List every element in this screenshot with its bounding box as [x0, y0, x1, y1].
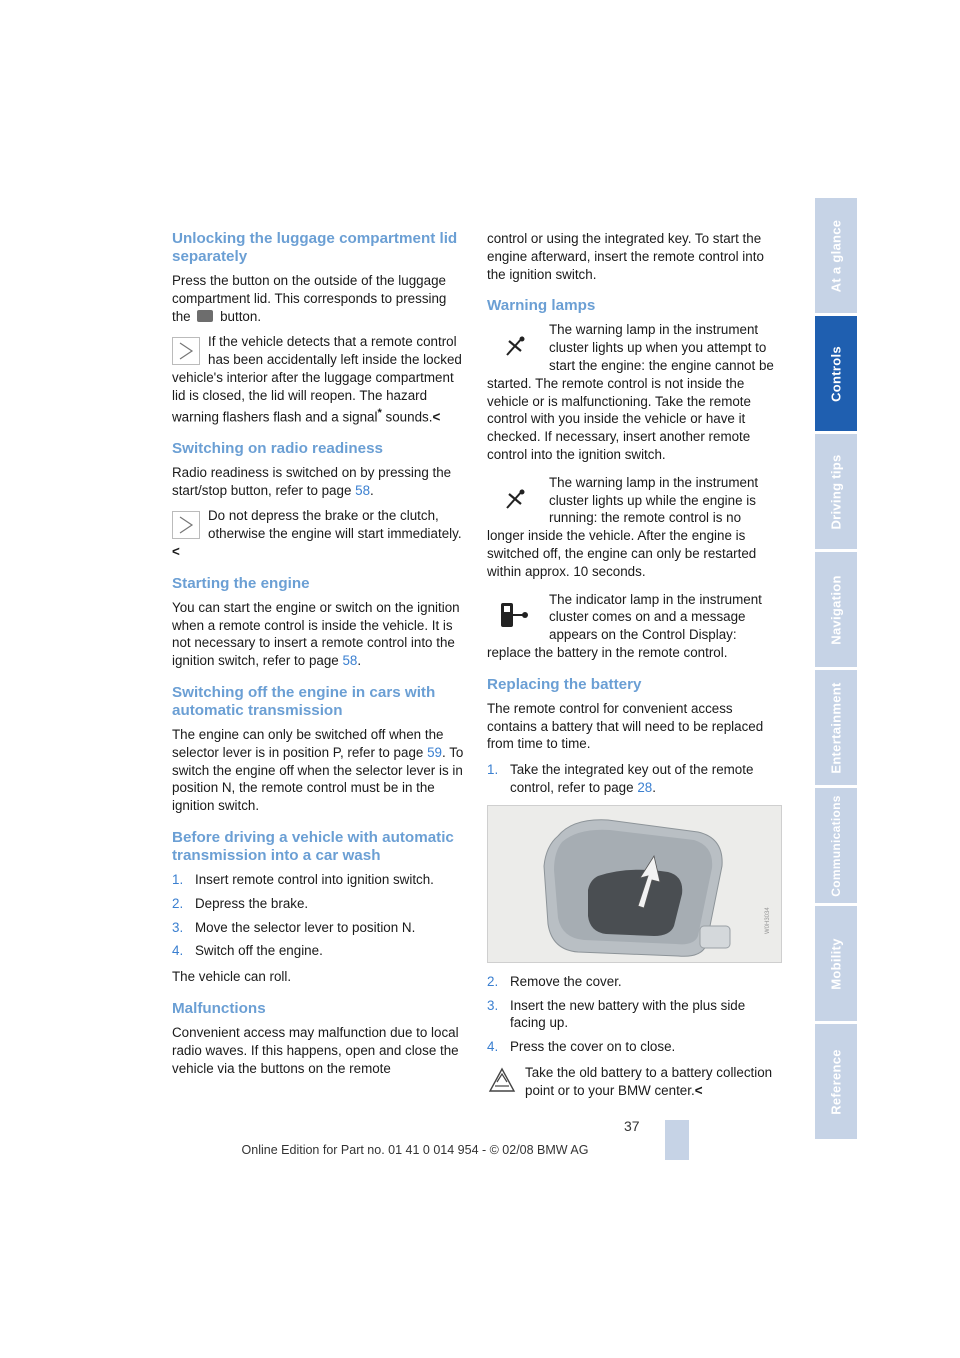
paragraph: The engine can only be switched off when the selector lever is in position P, refer to page 59. To switch the engine off when the selector lever is in position N, the remote control must be in the ignition switch.	[172, 727, 464, 814]
figure-code: W0H3034	[765, 907, 771, 934]
tab-label: Mobility	[828, 937, 844, 990]
tab-label: Controls	[828, 345, 844, 402]
recycle-note	[487, 1064, 780, 1100]
step-text: Insert remote control into ignition switch.	[195, 872, 434, 887]
right-column	[487, 230, 780, 1100]
text: button.	[220, 308, 262, 324]
optional-star: *	[377, 406, 382, 419]
list-item	[172, 919, 464, 937]
warning-item	[487, 474, 780, 581]
step-text: Depress the brake.	[195, 895, 309, 911]
step-text: Insert the new battery with the plus side facing up.	[510, 997, 746, 1031]
tab-label: Driving tips	[828, 453, 844, 530]
key-crossed-warning-icon	[487, 478, 543, 520]
footer-edition: Online Edition for Part no. 01 41 0 014 954 - © 02/08 BMW AG	[241, 1143, 589, 1157]
text: Do not depress the brake or the clutch, otherwise the engine will start immediately.	[208, 508, 462, 542]
paragraph: The vehicle can roll.	[172, 969, 292, 985]
warning-item	[487, 321, 780, 463]
step-number: 3.	[172, 919, 184, 935]
section-title-switching-off: Switching off the engine in cars with automatic transmission	[172, 684, 436, 720]
step-number: 1.	[487, 762, 499, 778]
note-text	[172, 333, 464, 425]
recycle-icon	[487, 1066, 517, 1096]
section-title-malfunctions: Malfunctions	[172, 999, 266, 1017]
tab-label: Navigation	[828, 574, 844, 645]
tab-navigation[interactable]	[815, 552, 857, 670]
page-link[interactable]: 59	[427, 744, 442, 760]
text: If the vehicle detects that a remote control has been accidentally left inside the locked vehicle's interior after the luggage compartment lid is closed, the lid will reopen. The hazard warning flashers flash and a signal	[172, 334, 462, 425]
paragraph: Radio readiness is switched on by pressing the start/stop button, refer to page 58.	[172, 464, 452, 498]
text: The engine can only be switched off when the selector lever is in position P, refer to page	[172, 727, 444, 760]
warning-text: The warning lamp in the instrument cluster lights up while the engine is running: the remote control is no longer inside the vehicle. After the engine is switched off, the engine can only be restarted within approx. 10 seconds.	[487, 474, 759, 579]
list-item	[487, 973, 780, 991]
note	[172, 333, 464, 425]
step-text: Move the selector lever to position N.	[195, 919, 416, 935]
tab-label: Communications	[829, 794, 843, 897]
paragraph: Convenient access may malfunction due to local radio waves. If this happens, open and close the vehicle via the buttons on the remote	[172, 1024, 459, 1076]
end-mark: <	[172, 544, 180, 560]
step-number: 2.	[172, 895, 184, 911]
remote-control-figure	[487, 805, 782, 963]
text: Press the button on the outside of the luggage compartment lid. This corresponds to pressing the	[172, 273, 447, 324]
list-item	[172, 895, 464, 913]
text: Radio readiness is switched on by pressing the start/stop button, refer to page	[172, 464, 452, 498]
step-text: Switch off the engine.	[195, 943, 323, 959]
tab-label: Reference	[828, 1048, 844, 1115]
list-item	[487, 997, 780, 1033]
note	[172, 507, 464, 560]
step-text: Press the cover on to close.	[510, 1039, 676, 1055]
paragraph: You can start the engine or switch on the ignition when a remote control is inside the vehicle. It is not necessary to insert a remote control into the ignition switch, refer to page 58.	[172, 599, 460, 669]
section-title-starting: Starting the engine	[172, 574, 310, 592]
chapter-tabs	[815, 198, 857, 1142]
section-title-radio: Switching on radio readiness	[172, 439, 383, 457]
tab-driving-tips[interactable]	[815, 434, 857, 552]
page-number: 37	[624, 1118, 640, 1134]
text: To switch the engine off when the selector lever is in position N, the remote control must be in the ignition switch.	[172, 744, 464, 814]
text: You can start the engine or switch on the ignition when a remote control is inside the vehicle. It is not necessary to insert a remote control into the ignition switch, refer to page	[172, 599, 460, 669]
page-link[interactable]: 28	[637, 779, 653, 795]
step-number: 2.	[487, 973, 499, 989]
text: sounds.	[385, 409, 433, 425]
tab-label: Entertainment	[828, 681, 844, 774]
step-number: 1.	[172, 872, 184, 887]
note-text	[172, 507, 464, 560]
tab-mobility[interactable]	[815, 906, 857, 1024]
note-arrow-icon	[172, 337, 200, 365]
battery-steps	[487, 761, 780, 797]
end-mark: <	[432, 409, 441, 425]
tab-entertainment[interactable]	[815, 670, 857, 788]
key-battery-indicator-icon	[487, 595, 543, 637]
step-number: 4.	[172, 943, 184, 959]
list-item	[172, 871, 464, 889]
battery-steps-continued	[487, 973, 780, 1056]
recycle-text: Take the old battery to a battery collection point or to your BMW center.	[525, 1064, 773, 1098]
paragraph: control or using the integrated key. To start the engine afterward, insert the remote control into the ignition switch.	[487, 231, 764, 282]
step-text: Remove the cover.	[510, 973, 622, 989]
left-column	[172, 230, 464, 1085]
car-wash-steps	[172, 871, 464, 960]
step-number: 4.	[487, 1039, 499, 1055]
step-number: 3.	[487, 997, 499, 1013]
section-title-warning-lamps: Warning lamps	[487, 297, 596, 315]
page-link[interactable]: 58	[342, 653, 358, 669]
end-mark: <	[694, 1082, 703, 1098]
warning-text: The indicator lamp in the instrument cluster comes on and a message appears on the Control Display: replace the battery in the remote control.	[487, 591, 762, 660]
tab-controls[interactable]	[815, 316, 857, 434]
list-item: 1. Take the integrated key out of the remote control, refer to page 28.	[487, 762, 754, 795]
remote-control-illustration	[488, 806, 781, 962]
paragraph	[172, 272, 464, 325]
paragraph: The remote control for convenient access contains a battery that will need to be replaced from time to time.	[487, 700, 764, 752]
list-item	[172, 942, 464, 960]
tab-at-a-glance[interactable]	[815, 198, 857, 316]
note-arrow-icon	[172, 511, 200, 539]
page-link[interactable]: 58	[355, 482, 371, 498]
list-item	[487, 1038, 780, 1056]
trunk-button-icon	[197, 310, 213, 322]
section-title-car-wash: Before driving a vehicle with automatic transmission into a car wash	[172, 829, 454, 864]
warning-item	[487, 591, 780, 662]
warning-text: The warning lamp in the instrument cluster lights up when you attempt to start the engine: the engine cannot be started. The remote control is not inside the vehicle or is malfunctioning. Take the remote control with you inside the vehicle or have it checked. If necessary, insert another remote control into the ignition switch.	[487, 322, 774, 462]
key-crossed-warning-icon	[487, 325, 543, 367]
tab-communications[interactable]	[815, 788, 857, 906]
section-title-unlock-luggage: Unlocking the luggage compartment lid separately	[172, 230, 458, 265]
tab-label: At a glance	[828, 219, 844, 292]
step-text: Take the integrated key out of the remote control, refer to page	[510, 762, 754, 795]
tab-reference[interactable]	[815, 1024, 857, 1142]
section-title-replacing-battery: Replacing the battery	[487, 675, 642, 693]
